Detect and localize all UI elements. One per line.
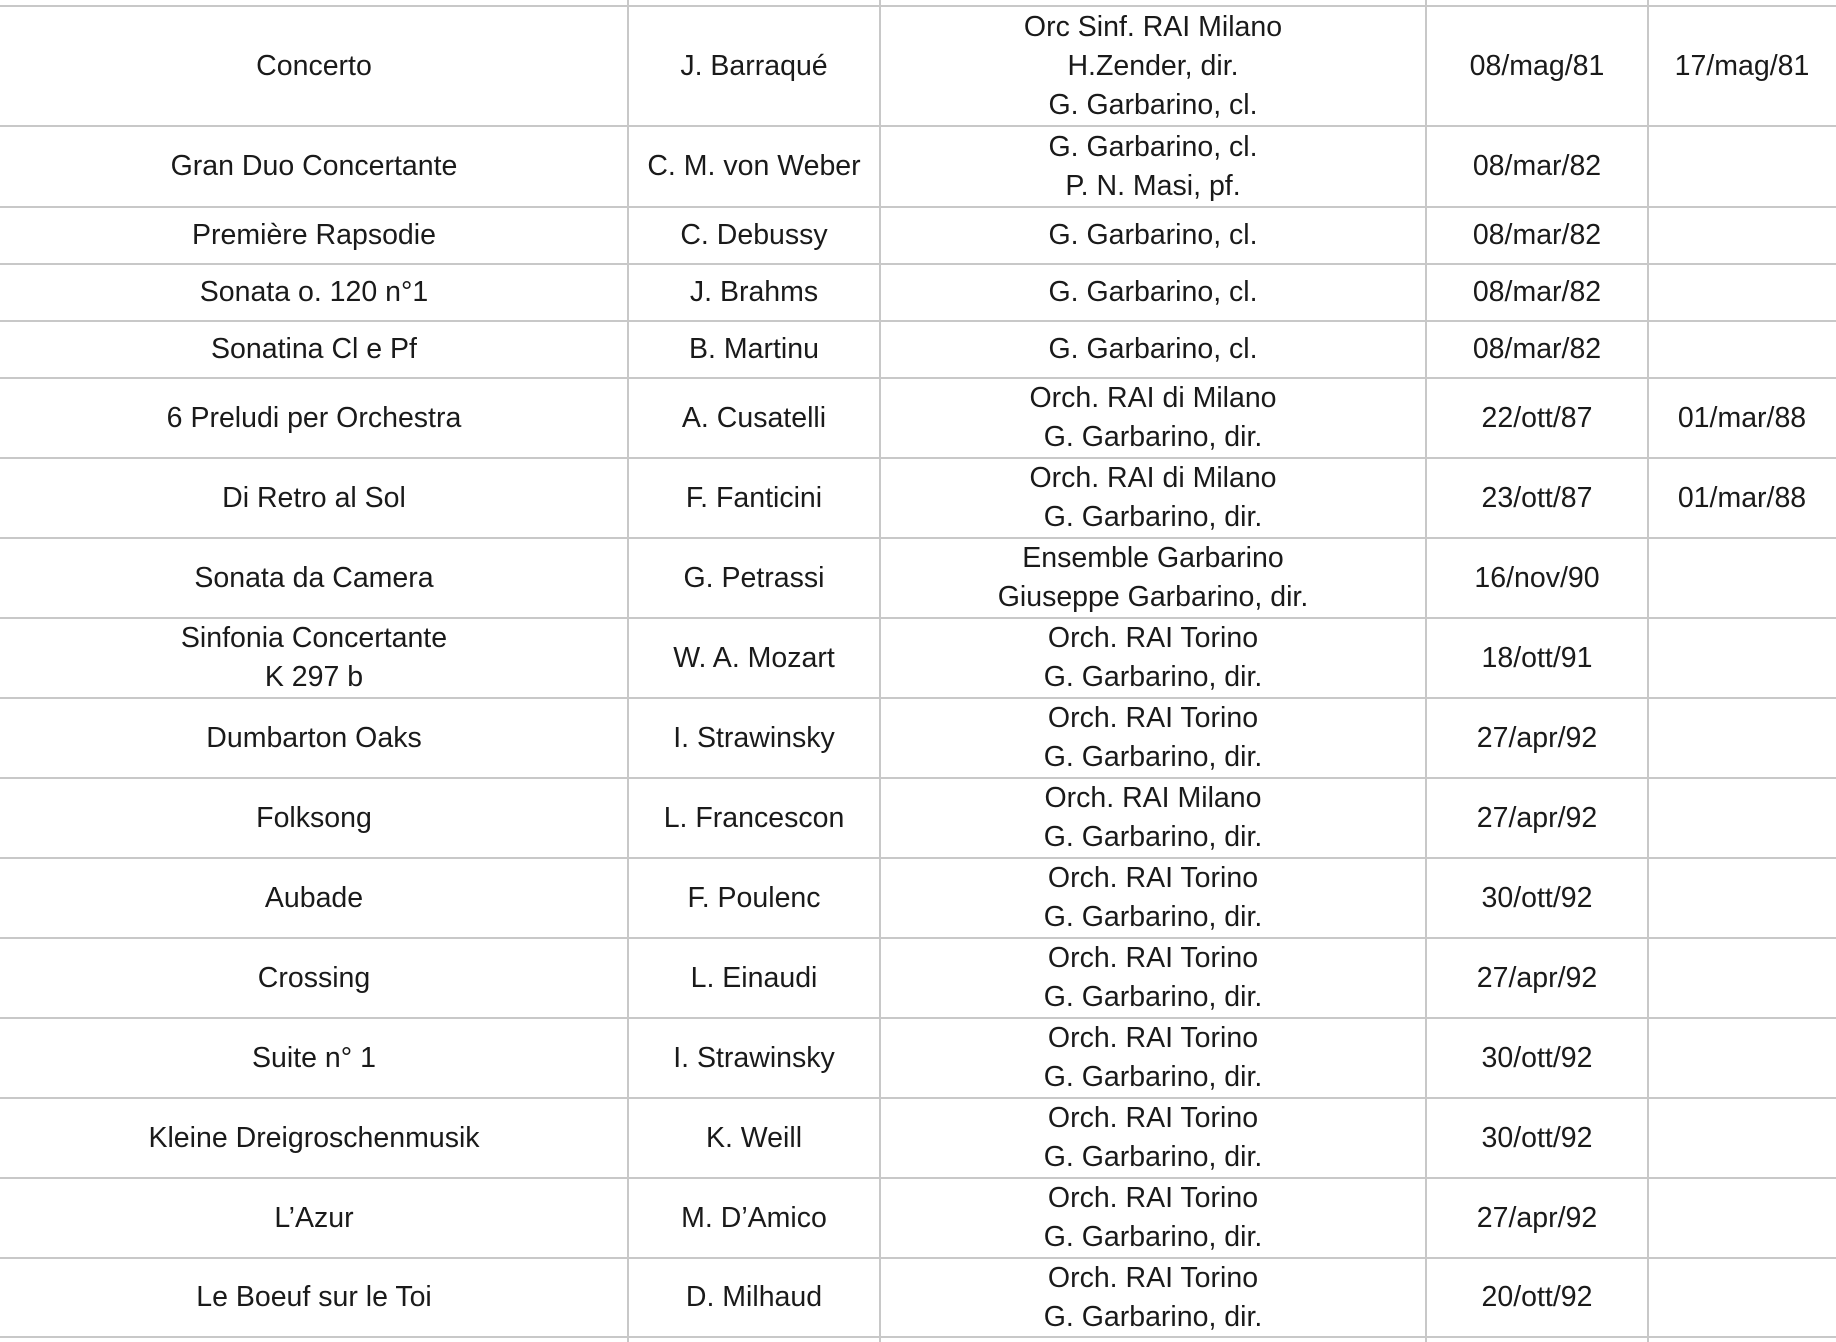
cell-line: K. Weill (705, 1121, 803, 1154)
row-divider (0, 1336, 1836, 1338)
cell-line: G. Garbarino, cl. (1048, 333, 1258, 365)
cell-line: 08/mar/82 (1472, 276, 1602, 308)
cell-line: I. Strawinsky (673, 721, 835, 754)
second-date-cell (1648, 322, 1836, 377)
cell-line: G. Garbarino, dir. (1043, 1300, 1263, 1333)
composer-cell (628, 779, 880, 857)
composer-cell (628, 1099, 880, 1177)
performers-cell (880, 939, 1426, 1017)
second-date-cell (1648, 265, 1836, 320)
title-cell (0, 322, 628, 377)
performers-cell (880, 1259, 1426, 1336)
cell-line: 17/mag/81 (1674, 49, 1810, 82)
cell-line: G. Petrassi (683, 561, 825, 594)
composer-cell (628, 619, 880, 697)
date-cell (1426, 208, 1648, 263)
cell-line: 6 Preludi per Orchestra (166, 401, 462, 434)
cell-line: Orch. RAI Torino (1047, 942, 1259, 974)
title-cell (0, 539, 628, 617)
table-row (0, 779, 1836, 857)
cell-line: Orch. RAI Milano (1044, 782, 1262, 814)
table-row (0, 859, 1836, 937)
cell-line: A. Cusatelli (681, 401, 827, 434)
cell-line: Sinfonia Concertante (180, 622, 448, 654)
cell-line: L’Azur (274, 1201, 354, 1234)
cell-line: G. Garbarino, dir. (1043, 1061, 1263, 1093)
cell-line: 08/mar/82 (1472, 333, 1602, 365)
cell-line: Orc Sinf. RAI Milano (1023, 10, 1283, 43)
table-row (0, 939, 1836, 1017)
performers-cell (880, 779, 1426, 857)
composer-cell (628, 1179, 880, 1257)
cell-line: Première Rapsodie (192, 219, 436, 251)
date-cell (1426, 539, 1648, 617)
second-date-cell (1648, 779, 1836, 857)
cell-line: Suite n° 1 (252, 1041, 376, 1074)
cell-line: 16/nov/90 (1474, 561, 1600, 594)
title-cell (0, 699, 628, 777)
cell-line: Orch. RAI Torino (1047, 1102, 1259, 1134)
cell-line: H.Zender, dir. (1067, 49, 1239, 82)
cell-line: F. Poulenc (687, 881, 821, 914)
title-cell (0, 208, 628, 263)
cell-line: 22/ott/87 (1481, 401, 1593, 434)
performers-cell (880, 619, 1426, 697)
cell-line: 01/mar/88 (1677, 481, 1807, 514)
cell-line: Le Boeuf sur le Toi (196, 1281, 432, 1313)
cell-line: G. Garbarino, dir. (1043, 821, 1263, 853)
date-cell (1426, 859, 1648, 937)
second-date-cell (1648, 699, 1836, 777)
cell-line: J. Barraqué (680, 49, 828, 82)
title-cell (0, 379, 628, 457)
cell-line: 27/apr/92 (1476, 721, 1598, 754)
cell-line: W. A. Mozart (673, 641, 835, 674)
composer-cell (628, 699, 880, 777)
table-row (0, 699, 1836, 777)
cell-line: 08/mar/82 (1472, 219, 1602, 251)
performers-cell (880, 265, 1426, 320)
title-cell (0, 1099, 628, 1177)
cell-line: Concerto (256, 49, 372, 82)
cell-line: Orch. RAI di Milano (1029, 382, 1277, 414)
cell-line: 20/ott/92 (1481, 1281, 1593, 1313)
date-cell (1426, 619, 1648, 697)
composer-cell (628, 539, 880, 617)
performers-cell (880, 127, 1426, 206)
cell-line: F. Fanticini (685, 481, 823, 514)
title-cell (0, 779, 628, 857)
second-date-cell (1648, 1019, 1836, 1097)
cell-line: Aubade (264, 881, 364, 914)
date-cell (1426, 939, 1648, 1017)
date-cell (1426, 1179, 1648, 1257)
performers-cell (880, 459, 1426, 537)
cell-line: 08/mag/81 (1469, 49, 1605, 82)
date-cell (1426, 779, 1648, 857)
cell-line: Orch. RAI Torino (1047, 862, 1259, 894)
table-row (0, 265, 1836, 320)
composer-cell (628, 459, 880, 537)
cell-line: G. Garbarino, cl. (1048, 130, 1258, 163)
title-cell (0, 1259, 628, 1336)
title-cell (0, 7, 628, 125)
composer-cell (628, 379, 880, 457)
date-cell (1426, 265, 1648, 320)
second-date-cell (1648, 539, 1836, 617)
title-cell (0, 1019, 628, 1097)
cell-line: G. Garbarino, dir. (1043, 901, 1263, 933)
second-date-cell (1648, 208, 1836, 263)
table-row (0, 379, 1836, 457)
cell-line: Giuseppe Garbarino, dir. (997, 581, 1309, 613)
cell-line: G. Garbarino, cl. (1048, 276, 1258, 308)
date-cell (1426, 1019, 1648, 1097)
cell-line: G. Garbarino, dir. (1043, 981, 1263, 1013)
second-date-cell (1648, 619, 1836, 697)
table-row (0, 7, 1836, 125)
cell-line: D. Milhaud (685, 1281, 823, 1313)
cell-line: J. Brahms (689, 276, 819, 308)
performers-cell (880, 7, 1426, 125)
cell-line: C. Debussy (680, 219, 828, 251)
table-row (0, 1179, 1836, 1257)
date-cell (1426, 1099, 1648, 1177)
composer-cell (628, 939, 880, 1017)
table-row (0, 459, 1836, 537)
cell-line: P. N. Masi, pf. (1065, 169, 1241, 202)
composer-cell (628, 1259, 880, 1336)
cell-line: B. Martinu (689, 333, 819, 365)
performers-cell (880, 539, 1426, 617)
cell-line: 27/apr/92 (1476, 961, 1598, 994)
composer-cell (628, 265, 880, 320)
table-row (0, 539, 1836, 617)
date-cell (1426, 459, 1648, 537)
title-cell (0, 459, 628, 537)
second-date-cell (1648, 859, 1836, 937)
date-cell (1426, 699, 1648, 777)
cell-line: 27/apr/92 (1476, 1201, 1598, 1234)
second-date-cell (1648, 127, 1836, 206)
cell-line: Ensemble Garbarino (1022, 542, 1284, 574)
second-date-cell (1648, 7, 1836, 125)
cell-line: G. Garbarino, dir. (1043, 501, 1263, 533)
cell-line: Kleine Dreigroschenmusik (148, 1121, 480, 1154)
cell-line: Orch. RAI Torino (1047, 702, 1259, 734)
table-row (0, 127, 1836, 206)
cell-line: G. Garbarino, dir. (1043, 1221, 1263, 1253)
second-date-cell (1648, 939, 1836, 1017)
cell-line: 30/ott/92 (1481, 1041, 1593, 1074)
cell-line: 30/ott/92 (1481, 881, 1593, 914)
performers-cell (880, 322, 1426, 377)
title-cell (0, 127, 628, 206)
cell-line: L. Einaudi (690, 961, 818, 994)
second-date-cell (1648, 379, 1836, 457)
date-cell (1426, 127, 1648, 206)
cell-line: 18/ott/91 (1481, 641, 1593, 674)
composer-cell (628, 127, 880, 206)
date-cell (1426, 1259, 1648, 1336)
performers-cell (880, 379, 1426, 457)
composer-cell (628, 859, 880, 937)
cell-line: M. D’Amico (681, 1201, 827, 1234)
composer-cell (628, 7, 880, 125)
cell-line: Sonata da Camera (194, 561, 434, 594)
title-cell (0, 265, 628, 320)
performers-cell (880, 1099, 1426, 1177)
composer-cell (628, 322, 880, 377)
title-cell (0, 1179, 628, 1257)
cell-line: G. Garbarino, dir. (1043, 741, 1263, 773)
cell-line: 01/mar/88 (1677, 401, 1807, 434)
date-cell (1426, 379, 1648, 457)
cell-line: G. Garbarino, cl. (1048, 88, 1258, 121)
cell-line: 30/ott/92 (1481, 1121, 1593, 1154)
cell-line: C. M. von Weber (647, 150, 861, 182)
table-row (0, 1019, 1836, 1097)
cell-line: G. Garbarino, dir. (1043, 661, 1263, 693)
cell-line: Sonatina Cl e Pf (211, 333, 417, 365)
cell-line: Orch. RAI Torino (1047, 1022, 1259, 1054)
title-cell (0, 619, 628, 697)
cell-line: K 297 b (264, 661, 364, 693)
cell-line: Folksong (256, 801, 372, 834)
title-cell (0, 859, 628, 937)
cell-line: Gran Duo Concertante (170, 150, 458, 182)
composer-cell (628, 208, 880, 263)
composer-cell (628, 1019, 880, 1097)
date-cell (1426, 322, 1648, 377)
second-date-cell (1648, 1099, 1836, 1177)
cell-line: G. Garbarino, dir. (1043, 1141, 1263, 1173)
cell-line: Orch. RAI Torino (1047, 622, 1259, 654)
cell-line: I. Strawinsky (673, 1041, 835, 1074)
table-row (0, 1099, 1836, 1177)
table-row (0, 1259, 1836, 1336)
date-cell (1426, 7, 1648, 125)
cell-line: Orch. RAI di Milano (1029, 462, 1277, 494)
table-row (0, 619, 1836, 697)
cell-line: Sonata o. 120 n°1 (199, 276, 429, 308)
performers-cell (880, 1019, 1426, 1097)
cell-line: 08/mar/82 (1472, 150, 1602, 182)
cell-line: Crossing (257, 961, 371, 994)
title-cell (0, 939, 628, 1017)
cell-line: G. Garbarino, dir. (1043, 421, 1263, 453)
performers-cell (880, 1179, 1426, 1257)
second-date-cell (1648, 1179, 1836, 1257)
second-date-cell (1648, 1259, 1836, 1336)
cell-line: Orch. RAI Torino (1047, 1182, 1259, 1214)
second-date-cell (1648, 459, 1836, 537)
cell-line: 23/ott/87 (1481, 481, 1593, 514)
performers-cell (880, 208, 1426, 263)
cell-line: L. Francescon (663, 801, 845, 834)
performers-cell (880, 699, 1426, 777)
cell-line: 27/apr/92 (1476, 801, 1598, 834)
table-row (0, 208, 1836, 263)
cell-line: Dumbarton Oaks (206, 721, 422, 754)
cell-line: G. Garbarino, cl. (1048, 219, 1258, 251)
performers-cell (880, 859, 1426, 937)
cell-line: Di Retro al Sol (222, 481, 406, 514)
cell-line: Orch. RAI Torino (1047, 1261, 1259, 1294)
table-row (0, 322, 1836, 377)
